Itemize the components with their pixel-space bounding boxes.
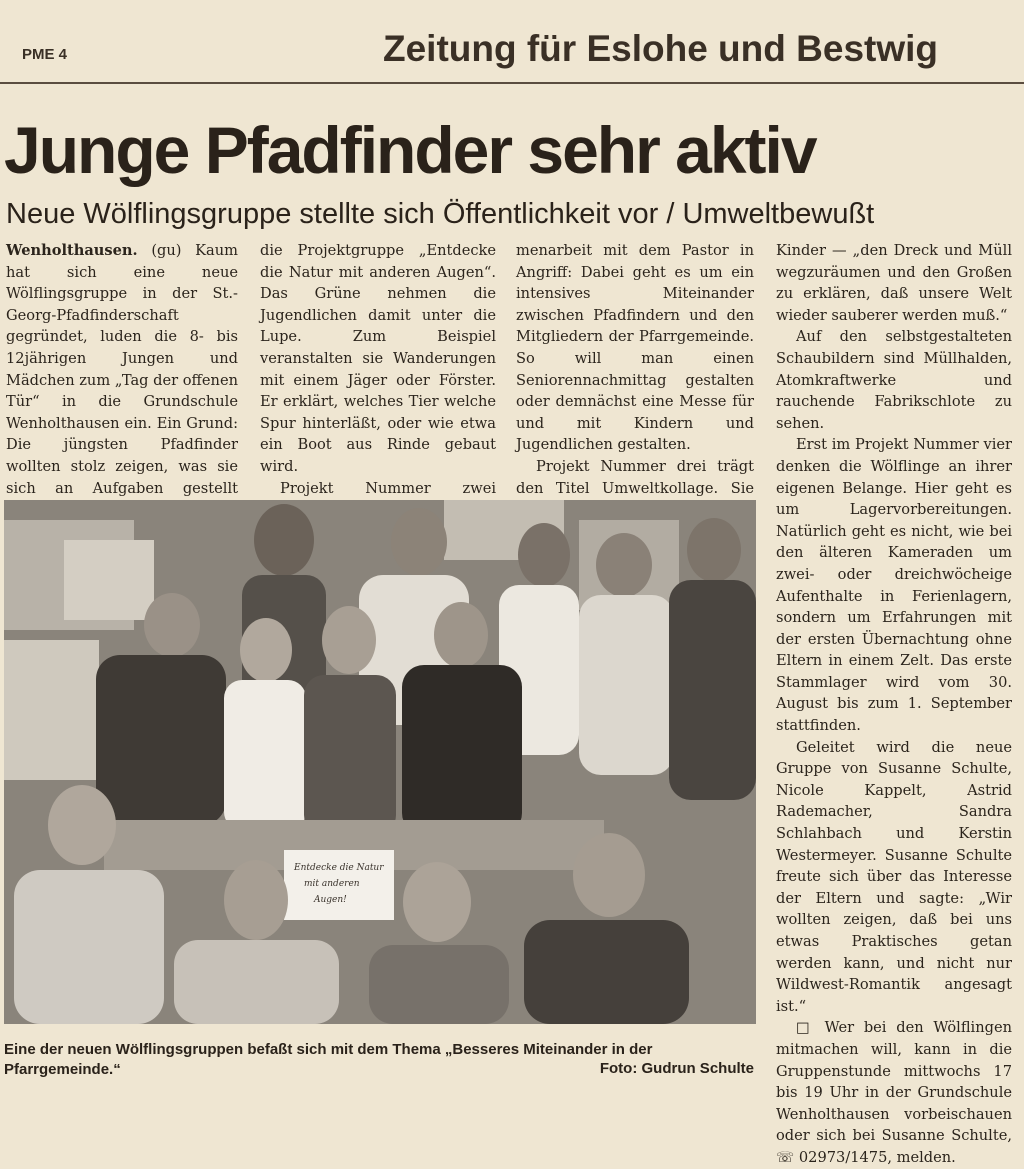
contact-text: □ Wer bei den Wölflingen mitmachen will, kann in die Gruppenstunde mittwochs 17 bis 19 Uhr in der Grundschule Wenholthausen vorbeischauen oder sich bei Susanne Schulte, [776, 1019, 1012, 1145]
sign-text: Augen! [314, 895, 347, 905]
paragraph: Projekt Nummer zwei [280, 479, 496, 497]
newspaper-masthead: Zeitung für Eslohe und Bestwig [383, 28, 938, 69]
photo-credit: Foto: Gudrun Schulte [599, 1060, 754, 1077]
phone-icon: ☏ [776, 1148, 795, 1166]
contact-paragraph [776, 1017, 1012, 1168]
sign-text: mit anderen [304, 879, 360, 889]
paragraph: Projekt Nummer drei trägt den Titel Umweltkollage. Sie [516, 457, 754, 497]
article-column-3 [516, 240, 754, 497]
contact-text-end: melden. [896, 1148, 956, 1166]
paragraph: Erst im Projekt Nummer vier denken die Wölflinge an ihrer eigenen Belange. Hier geht es um Lagervorbereitungen. Natürlich geht es nicht, wie bei den älteren Kameraden um zwei- oder dreichwöcheige Aufenthalte in Ferienlagern, sondern um Erfahrungen mit der ersten Übernachtung ohne Eltern in einem Zelt. Das erste Stammlager wird vom 30. August bis zum 1. September stattfinden. [776, 436, 1012, 735]
wall-poster [64, 540, 154, 620]
photo-caption: Eine der neuen Wölflingsgruppen befaßt sich mit dem Thema „Besseres Miteinander in der Pfarrgemeinde.“ [4, 1041, 653, 1078]
paragraph: Auf den selbstgestalteten Schaubildern sind Müllhalden, Atomkraftwerke und rauchende Fabrikschlote zu sehen. [776, 328, 1012, 432]
article-column-4 [776, 240, 1012, 1166]
group-photo [4, 500, 756, 1024]
sign-text: Entdecke die Natur [294, 863, 384, 873]
paragraph: menarbeit mit dem Pastor in Angriff: Dabei geht es um ein intensives Miteinander zwischen Pfadfindern und den Mitgliedern der Pfarrgemeinde. So will man einen Seniorennachmittag gestalten oder demnächst eine Messe für und mit Kindern und Jugendlichen gestalten. [516, 242, 754, 454]
paragraph: Geleitet wird die neue Gruppe von Susanne Schulte, Nicole Kappelt, Astrid Rademacher, Sandra Schlahbach und Kerstin Westermeyer. Susanne Schulte freute sich über das Interesse der Eltern und sagte: „Wir wollten zeigen, daß bei uns etwas Praktisches getan werden kann, und nicht nur Wildwest-Romantik angesagt ist.“ [776, 738, 1012, 1015]
paragraph-text: (gu) Kaum hat sich eine neue Wölflingsgruppe in der St.-Georg-Pfadfinderschaft gegründet, luden die 8- bis 12jährigen Jungen und Mädchen zum „Tag der offenen Tür“ in die Grundschule Wenholthausen ein. Ein Grund: Die jüngsten Pfadfinder wollten stolz zeigen, was sie sich an Aufgaben gestellt [6, 242, 238, 497]
article-column-1 [6, 240, 238, 497]
header-divider [0, 82, 1024, 84]
page-number: PME 4 [22, 46, 68, 63]
phone-number: 02973/1475, [798, 1148, 893, 1166]
article-column-2 [260, 240, 496, 497]
dateline: Wenholthausen. [6, 242, 138, 259]
article-subheadline: Neue Wölflingsgruppe stellte sich Öffentlichkeit vor / Umweltbewußt [6, 198, 875, 230]
paragraph [6, 240, 238, 521]
article-headline: Junge Pfadfinder sehr aktiv [4, 113, 816, 187]
paragraph: die Projektgruppe „Entdecke die Natur mit anderen Augen“. Das Grüne nehmen die Jugendlichen damit unter die Lupe. Zum Beispiel veranstalten sie Wanderungen mit einem Jäger oder Förster. Er erklärt, welches Tier welche Spur hinterläßt, oder wie etwa ein Boot aus Rinde gebaut wird. [260, 242, 496, 475]
wall-poster [4, 640, 99, 780]
paragraph: Kinder — „den Dreck und Müll wegzuräumen und den Großen zu erklären, daß unsere Welt wieder sauberer werden muß.“ [776, 242, 1012, 324]
group-photo-illustration [4, 500, 756, 1024]
